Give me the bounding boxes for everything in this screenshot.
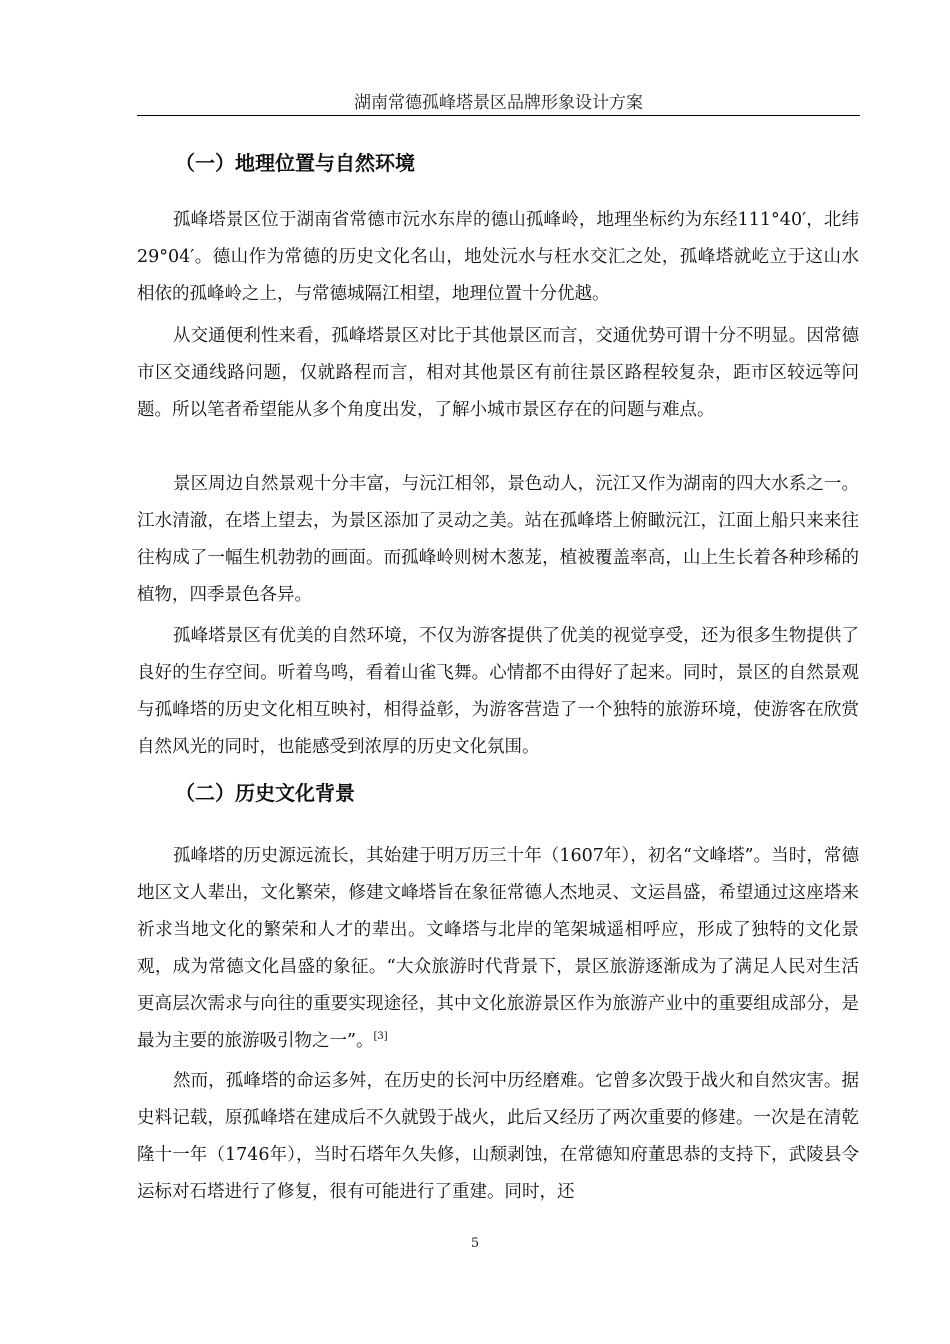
paragraph-location: 孤峰塔景区位于湖南省常德市沅水东岸的德山孤峰岭，地理坐标约为东经111°40′，北纬29°04′。德山作为常德的历史文化名山，地处沅水与枉水交汇之处，孤峰塔就屹立于这山水相依的孤峰岭之上，与常德城隔江相望，地理位置十分优越。 [137,210,859,304]
section-heading-history [175,780,355,806]
paragraph-history-text: 孤峰塔的历史源远流长，其始建于明万历三十年（1607年），初名“文峰塔”。当时，常德地区文人辈出，文化繁荣，修建文峰塔旨在象征常德人杰地灵、文运昌盛，希望通过这座塔来祈求当地文化的繁荣和人才的辈出。文峰塔与北岸的笔架城遥相呼应，形成了独特的文化景观，成为常德文化昌盛的象征。“大众旅游时代背景下，景区旅游逐渐成为了满足人民对生活更高层次需求与向往的重要实现途径，其中文化旅游景区作为旅游产业中的重要组成部分，是最为主要的旅游吸引物之一”。 [137,846,859,1051]
header-rule [137,115,860,116]
citation-marker: [3] [373,1031,388,1043]
section-heading-history-text: （二）历史文化背景 [175,781,355,805]
section-heading-geography: （一）地理位置与自然环境 [175,151,415,175]
paragraph-history [137,838,859,1060]
running-header: 湖南常德孤峰塔景区品牌形象设计方案 [354,93,643,113]
page-number: 5 [470,1236,480,1251]
paragraph-transport: 从交通便利性来看，孤峰塔景区对比于其他景区而言，交通优势可谓十分不明显。因常德市区交通线路问题，仅就路程而言，相对其他景区有前往景区路程较复杂，距市区较远等问题。所以笔者希望能从多个角度出发，了解小城市景区存在的问题与难点。 [137,326,859,420]
paragraph-environment: 孤峰塔景区有优美的自然环境，不仅为游客提供了优美的视觉享受，还为很多生物提供了良好的生存空间。听着鸟鸣，看着山雀飞舞。心情都不由得好了起来。同时，景区的自然景观与孤峰塔的历史文化相互映衬，相得益彰，为游客营造了一个独特的旅游环境，使游客在欣赏自然风光的同时，也能感受到浓厚的历史文化氛围。 [137,626,859,757]
paragraph-scenery: 景区周边自然景观十分丰富，与沅江相邻，景色动人，沅江又作为湖南的四大水系之一。江水清澈，在塔上望去，为景区添加了灵动之美。站在孤峰塔上俯瞰沅江，江面上船只来来往往构成了一幅生机勃勃的画面。而孤峰岭则树木葱茏，植被覆盖率高，山上生长着各种珍稀的植物，四季景色各异。 [137,474,859,605]
paragraph-reconstruction: 然而，孤峰塔的命运多舛，在历史的长河中历经磨难。它曾多次毁于战火和自然灾害。据史料记载，原孤峰塔在建成后不久就毁于战火，此后又经历了两次重要的修建。一次是在清乾隆十一年（1746年），当时石塔年久失修，山颓剥蚀，在常德知府董思恭的支持下，武陵县令运标对石塔进行了修复，很有可能进行了重建。同时，还 [137,1071,859,1202]
